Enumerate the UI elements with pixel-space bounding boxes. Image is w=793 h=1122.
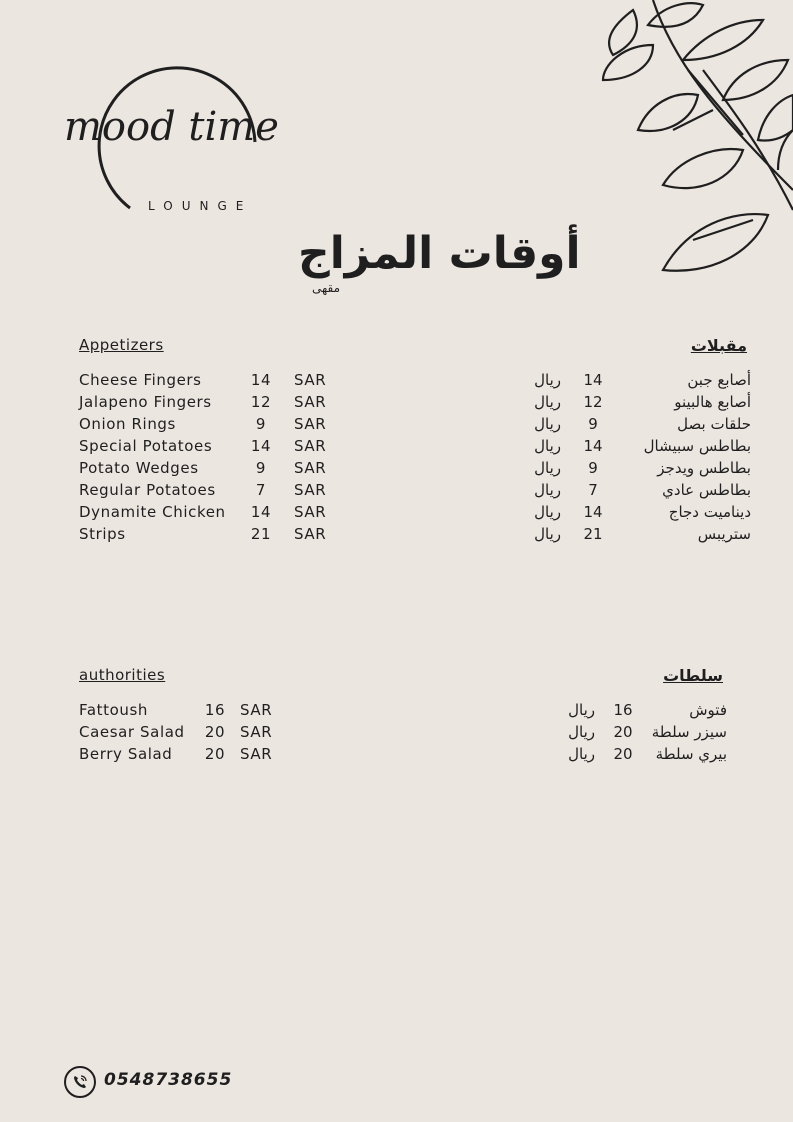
menu-item-currency: SAR <box>294 459 327 477</box>
menu-item-currency: SAR <box>294 437 327 455</box>
menu-item-name: بطاطس سبيشال <box>643 437 751 455</box>
menu-item-currency: SAR <box>294 371 327 389</box>
menu-item-en <box>79 457 339 479</box>
menu-item-en <box>79 479 339 501</box>
menu-item-name: Dynamite Chicken <box>79 503 226 521</box>
menu-item-currency: ريال <box>534 481 561 499</box>
menu-item-name: بطاطس عادي <box>662 481 751 499</box>
menu-item-price: 9 <box>255 459 267 477</box>
menu-item-currency: SAR <box>294 393 327 411</box>
menu-item-currency: ريال <box>534 393 561 411</box>
menu-item-currency: ريال <box>534 459 561 477</box>
menu-item-price: 14 <box>250 437 272 455</box>
appetizers-heading-ar: مقبلات <box>690 336 747 355</box>
menu-item-currency: ريال <box>568 701 595 719</box>
menu-item-currency: ريال <box>534 415 561 433</box>
menu-item-en <box>79 501 339 523</box>
menu-item-currency: ريال <box>568 745 595 763</box>
menu-item-price: 16 <box>613 701 633 719</box>
menu-item-name: ستريبس <box>697 525 751 543</box>
menu-item-en <box>79 743 289 765</box>
menu-item-ar <box>521 501 751 523</box>
menu-item-name: Fattoush <box>79 701 149 719</box>
logo-subtext: LOUNGE <box>148 199 253 213</box>
menu-item-price: 9 <box>588 415 598 433</box>
menu-item-currency: ريال <box>534 371 561 389</box>
menu-item-name: سيزر سلطة <box>651 723 727 741</box>
menu-item-ar <box>521 435 751 457</box>
menu-item-name: Strips <box>79 525 126 543</box>
menu-item-price: 9 <box>255 415 267 433</box>
menu-item-currency: ريال <box>568 723 595 741</box>
menu-item-ar <box>521 479 751 501</box>
menu-item-ar <box>521 413 751 435</box>
salads-heading-ar: سلطات <box>663 666 723 685</box>
menu-item-price: 20 <box>613 745 633 763</box>
menu-item-en <box>79 413 339 435</box>
menu-item-price: 21 <box>250 525 272 543</box>
menu-item-price: 20 <box>204 745 226 763</box>
menu-item-name: Special Potatoes <box>79 437 213 455</box>
menu-item-ar <box>547 699 727 721</box>
menu-item-currency: ريال <box>534 437 561 455</box>
menu-item-name: ديناميت دجاج <box>668 503 751 521</box>
menu-item-currency: ريال <box>534 525 561 543</box>
menu-item-price: 14 <box>583 437 603 455</box>
menu-item-currency: SAR <box>294 503 327 521</box>
menu-item-ar <box>547 721 727 743</box>
menu-item-price: 12 <box>250 393 272 411</box>
menu-item-price: 20 <box>613 723 633 741</box>
menu-item-name: Regular Potatoes <box>79 481 216 499</box>
leaves-decoration <box>593 0 793 290</box>
menu-item-ar <box>547 743 727 765</box>
menu-item-en <box>79 523 339 545</box>
menu-item-name: أصابع جبن <box>687 371 751 389</box>
menu-item-price: 14 <box>250 371 272 389</box>
menu-item-price: 9 <box>588 459 598 477</box>
menu-item-en <box>79 699 289 721</box>
salads-heading-en: authorities <box>79 666 166 684</box>
menu-item-name: Jalapeno Fingers <box>79 393 212 411</box>
menu-item-ar <box>521 369 751 391</box>
menu-item-price: 14 <box>583 371 603 389</box>
menu-item-currency: SAR <box>294 481 327 499</box>
menu-item-ar <box>521 523 751 545</box>
menu-item-name: Potato Wedges <box>79 459 199 477</box>
menu-item-price: 14 <box>583 503 603 521</box>
brand-arabic-logo <box>80 210 581 300</box>
menu-item-currency: SAR <box>240 723 273 741</box>
menu-item-price: 16 <box>204 701 226 719</box>
menu-item-ar <box>521 457 751 479</box>
menu-item-currency: SAR <box>294 415 327 433</box>
menu-item-price: 21 <box>583 525 603 543</box>
menu-item-name: Caesar Salad <box>79 723 185 741</box>
menu-item-name: Cheese Fingers <box>79 371 202 389</box>
menu-item-price: 12 <box>583 393 603 411</box>
brand-arabic-sub: مقهى <box>312 281 341 295</box>
menu-item-name: بطاطس ويدجز <box>657 459 751 477</box>
menu-item-name: بيري سلطة <box>655 745 727 763</box>
menu-item-en <box>79 391 339 413</box>
menu-item-name: فتوش <box>689 701 727 719</box>
menu-item-name: Onion Rings <box>79 415 176 433</box>
menu-item-name: Berry Salad <box>79 745 173 763</box>
menu-item-price: 7 <box>588 481 598 499</box>
menu-item-price: 14 <box>250 503 272 521</box>
menu-item-en <box>79 435 339 457</box>
menu-item-name: حلقات بصل <box>677 415 751 433</box>
menu-item-currency: SAR <box>240 701 273 719</box>
menu-item-currency: ريال <box>534 503 561 521</box>
appetizers-heading-en: Appetizers <box>79 336 164 354</box>
menu-item-currency: SAR <box>240 745 273 763</box>
phone-number: 0548738655 <box>104 1070 233 1090</box>
logo-script-text: mood time <box>64 104 279 150</box>
menu-item-price: 7 <box>255 481 267 499</box>
menu-item-en <box>79 369 339 391</box>
menu-item-en <box>79 721 289 743</box>
menu-item-currency: SAR <box>294 525 327 543</box>
menu-item-name: أصابع هالبينو <box>674 393 751 411</box>
menu-item-price: 20 <box>204 723 226 741</box>
menu-item-ar <box>521 391 751 413</box>
phone-icon <box>64 1066 96 1098</box>
brand-arabic-name: أوقات المزاج <box>298 228 581 279</box>
